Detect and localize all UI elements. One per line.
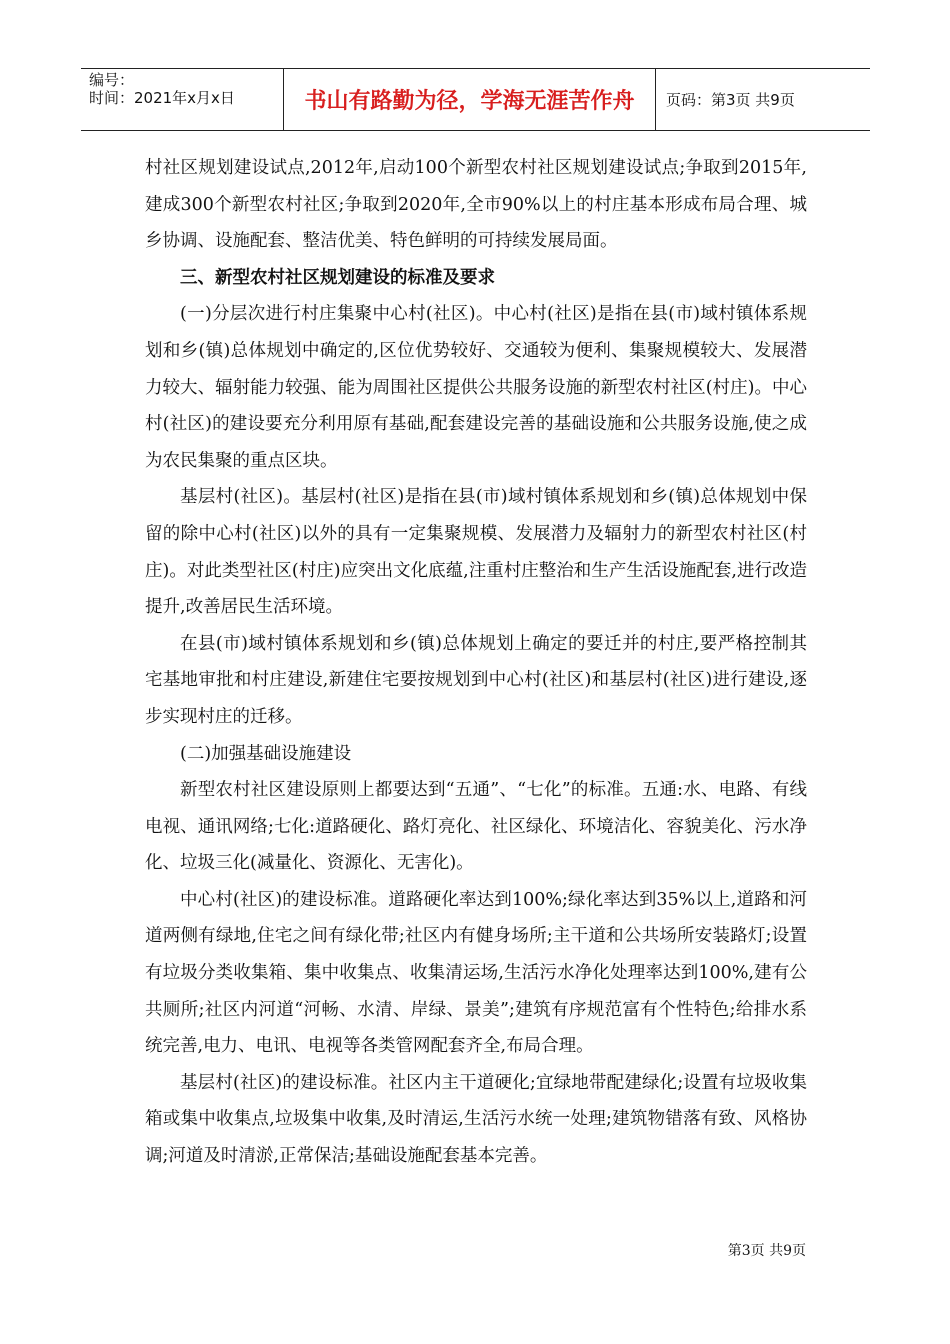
subheading: (二)加强基础设施建设 bbox=[180, 743, 352, 764]
page-header bbox=[81, 68, 870, 131]
document-body bbox=[145, 150, 807, 1175]
header-page-code: 页码：第3页 共9页 bbox=[666, 91, 795, 109]
header-info-cell bbox=[81, 69, 284, 130]
page-footer: 第3页 共9页 bbox=[727, 1243, 806, 1259]
paragraph: 基层村(社区)的建设标准。社区内主干道硬化;宜绿地带配建绿化;设置有垃圾收集箱或集中收集点,垃圾集中收集,及时清运,生活污水统一处理;建筑物错落有致、风格协调;河道及时清淤,正常保洁;基础设施配套基本完善。 bbox=[145, 1072, 807, 1167]
section-heading: 三、新型农村社区规划建设的标准及要求 bbox=[180, 267, 495, 288]
paragraph-continuation: 村社区规划建设试点,2012年,启动100个新型农村社区规划建设试点;争取到2015年,建成300个新型农村社区;争取到2020年,全市90%以上的村庄基本形成布局合理、城乡协调、设施配套、整洁优美、特色鲜明的可持续发展局面。 bbox=[145, 158, 807, 252]
paragraph: 新型农村社区建设原则上都要达到“五通”、“七化”的标准。五通:水、电路、有线电视、通讯网络;七化:道路硬化、路灯亮化、社区绿化、环境洁化、容貌美化、污水净化、垃圾三化(减量化、资源化、无害化)。 bbox=[145, 780, 807, 874]
paragraph: (一)分层次进行村庄集聚中心村(社区)。中心村(社区)是指在县(市)域村镇体系规划和乡(镇)总体规划中确定的,区位优势较好、交通较为便利、集聚规模较大、发展潜力较大、辐射能力较强、能为周围社区提供公共服务设施的新型农村社区(村庄)。中心村(社区)的建设要充分利用原有基础,配套建设完善的基础设施和公共服务设施,使之成为农民集聚的重点区块。 bbox=[145, 304, 807, 471]
paragraph: 基层村(社区)。基层村(社区)是指在县(市)域村镇体系规划和乡(镇)总体规划中保留的除中心村(社区)以外的具有一定集聚规模、发展潜力及辐射力的新型农村社区(村庄)。对此类型社区(村庄)应突出文化底蕴,注重村庄整治和生产生活设施配套,进行改造提升,改善居民生活环境。 bbox=[145, 487, 807, 618]
paragraph: 在县(市)域村镇体系规划和乡(镇)总体规划上确定的要迁并的村庄,要严格控制其宅基地审批和村庄建设,新建住宅要按规划到中心村(社区)和基层村(社区)进行建设,逐步实现村庄的迁移。 bbox=[145, 633, 807, 727]
number-label: 编号： bbox=[89, 71, 135, 89]
paragraph: 中心村(社区)的建设标准。道路硬化率达到100%;绿化率达到35%以上,道路和河道两侧有绿地,住宅之间有绿化带;社区内有健身场所;主干道和公共场所安装路灯;设置有垃圾分类收集箱、集中收集点、收集清运场,生活污水净化处理率达到100%,建有公共厕所;社区内河道“河畅、水清、岸绿、景美”;建筑有序规范富有个性特色;给排水系统完善,电力、电讯、电视等各类管网配套齐全,布局合理。 bbox=[145, 889, 807, 1057]
header-motto: 书山有路勤为径，学海无涯苦作舟 bbox=[284, 69, 656, 130]
time-label: 时间：2021年x月x日 bbox=[89, 89, 235, 107]
